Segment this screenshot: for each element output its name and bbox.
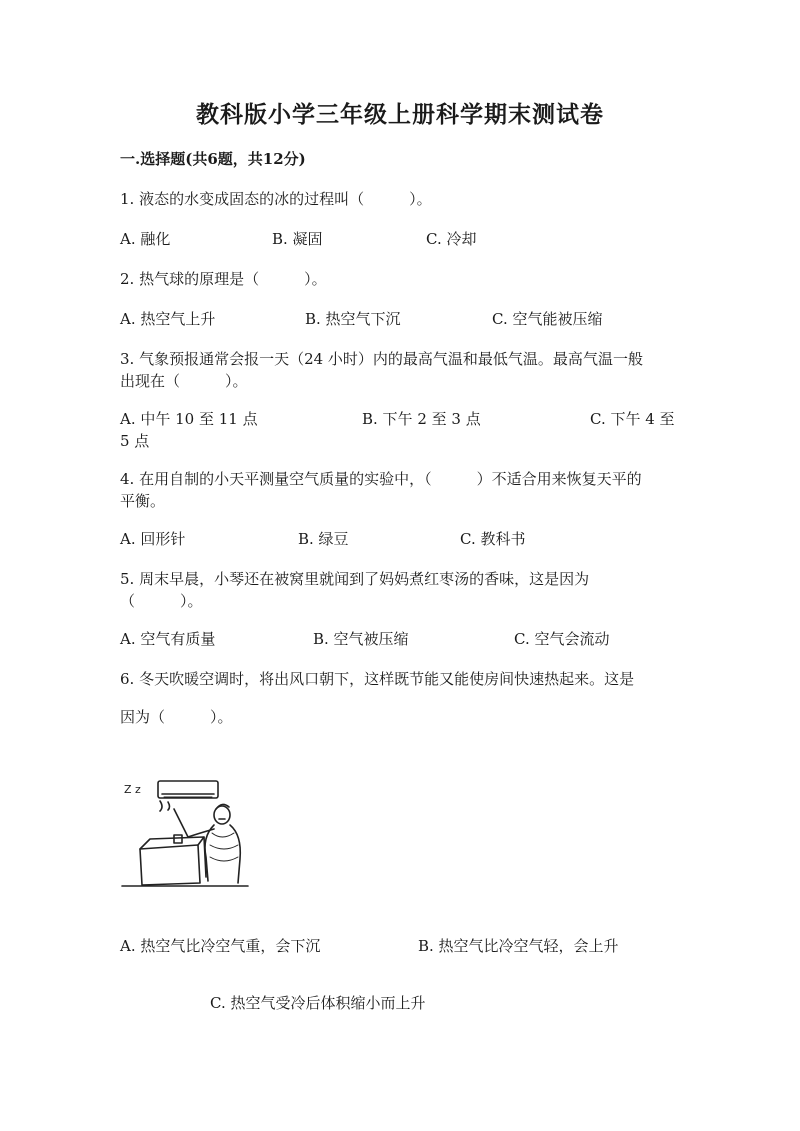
question-3-option-a: A. 中午 10 至 11 点 (120, 410, 258, 428)
question-1-option-a: A. 融化 (120, 230, 171, 248)
question-4-option-a: A. 回形针 (120, 530, 186, 548)
question-4-option-b: B. 绿豆 (298, 530, 349, 548)
question-5-text-line-1: 5. 周末早晨，小琴还在被窝里就闻到了妈妈煮红枣汤的香味，这是因为 (120, 570, 590, 588)
question-4-option-c: C. 教科书 (460, 530, 526, 548)
question-6-text-line-2: 因为（ ）。 (120, 708, 233, 726)
question-3-text-line-1: 3. 气象预报通常会报一天（24 小时）内的最高气温和最低气温。最高气温一般 (120, 350, 643, 368)
question-6-option-c: C. 热空气受冷后体积缩小而上升 (210, 994, 426, 1012)
question-3-text-line-2: 出现在（ ）。 (120, 372, 248, 390)
air-conditioner-person-sketch-icon (120, 775, 250, 890)
question-4-text-line-1: 4. 在用自制的小天平测量空气质量的实验中，（ ）不适合用来恢复天平的 (120, 470, 642, 488)
question-1-text: 1. 液态的水变成固态的冰的过程叫（ ）。 (120, 190, 432, 208)
question-3-option-c-wrap: 5 点 (120, 432, 150, 450)
question-2-option-c: C. 空气能被压缩 (492, 310, 603, 328)
question-6-option-b: B. 热空气比冷空气轻，会上升 (418, 937, 619, 955)
question-6-text-line-1: 6. 冬天吹暖空调时，将出风口朝下，这样既节能又能使房间快速热起来。这是 (120, 670, 635, 688)
question-5-option-a: A. 空气有质量 (120, 630, 216, 648)
question-2-option-a: A. 热空气上升 (120, 310, 216, 328)
question-1-option-c: C. 冷却 (426, 230, 477, 248)
page-title: 教科版小学三年级上册科学期末测试卷 (196, 101, 604, 128)
question-4-text-line-2: 平衡。 (120, 492, 166, 510)
question-5-text-line-2: （ ）。 (120, 592, 203, 610)
question-5-option-c: C. 空气会流动 (514, 630, 610, 648)
question-3-option-b: B. 下午 2 至 3 点 (362, 410, 481, 428)
question-3-option-c: C. 下午 4 至 (590, 410, 675, 428)
question-1-option-b: B. 凝固 (272, 230, 323, 248)
question-2-text: 2. 热气球的原理是（ ）。 (120, 270, 327, 288)
section-heading: 一.选择题(共6题，共12分) (120, 150, 306, 168)
question-2-option-b: B. 热空气下沉 (305, 310, 401, 328)
question-6-option-a: A. 热空气比冷空气重，会下沉 (120, 937, 321, 955)
zz-label: Z z (124, 783, 141, 796)
question-5-option-b: B. 空气被压缩 (313, 630, 409, 648)
